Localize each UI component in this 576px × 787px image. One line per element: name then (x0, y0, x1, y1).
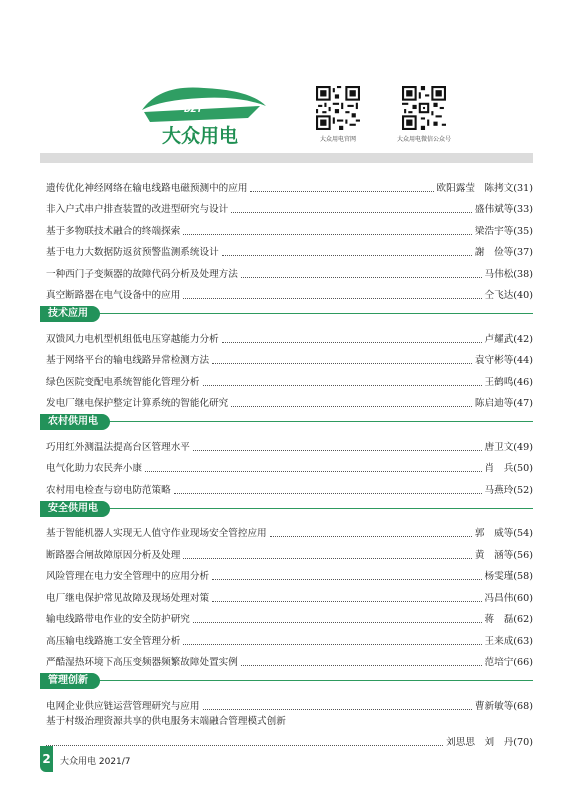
dot-leader (183, 234, 472, 235)
entry-author-page: 唐卫文(49) (484, 441, 533, 453)
entry-author-page: 王来成(63) (484, 635, 533, 647)
toc-entry[interactable] (46, 238, 533, 260)
page-number: 2 (40, 746, 53, 772)
section-tab: 技术应用 (40, 306, 100, 322)
toc-entry[interactable] (46, 324, 533, 346)
toc-entry[interactable] (46, 540, 533, 562)
entry-title: 电气化助力农民奔小康 (46, 463, 142, 474)
table-of-contents (46, 173, 533, 749)
entry-title: 基于电力大数据防返贫预警监测系统设计 (46, 247, 219, 258)
toc-entry[interactable] (46, 691, 533, 713)
section-header-rural-power (46, 410, 533, 432)
entry-author-page: 肖 兵(50) (484, 463, 533, 474)
section-rule (40, 421, 533, 422)
section-rule (40, 313, 533, 314)
qr-code-wechat[interactable] (402, 86, 446, 130)
entry-title: 遗传优化神经网络在输电线路电磁预测中的应用 (46, 182, 248, 194)
entry-title: 一种西门子变频器的故障代码分析及处理方法 (46, 268, 238, 280)
section-tab: 安全供用电 (40, 501, 110, 517)
toc-entry[interactable] (46, 583, 533, 605)
toc-entry[interactable] (46, 475, 533, 497)
entry-title: 电厂继电保护常见故障及现场处理对策 (46, 592, 210, 604)
dot-leader (203, 709, 472, 710)
entry-title: 基于村级治理资源共享的供电服务末端融合管理模式创新 (46, 715, 286, 727)
toc-entry[interactable] (46, 605, 533, 627)
qr-caption-official-site: 大众用电官网 (319, 136, 356, 143)
dot-leader (183, 298, 481, 299)
entry-author-page: 盛伟斌等(33) (474, 204, 533, 215)
entry-author-page: 陈启迪等(47) (474, 398, 533, 409)
toc-entry[interactable] (46, 367, 533, 389)
toc-entry[interactable] (46, 519, 533, 541)
toc-entry[interactable] (46, 562, 533, 584)
toc-entry[interactable] (46, 389, 533, 411)
entry-title: 基于智能机器人实现无人值守作业现场安全管控应用 (46, 528, 267, 539)
section-header-safety (46, 497, 533, 519)
entry-title: 严酷湿热环境下高压变频器频繁故障处置实例 (46, 657, 238, 668)
dot-leader (145, 471, 482, 472)
dot-leader (193, 450, 482, 451)
dot-leader (250, 191, 433, 192)
section-header-tech-application (46, 302, 533, 324)
divider-bar (40, 153, 533, 163)
entry-author-page: 曹新敏等(68) (474, 700, 533, 712)
entry-second-line (46, 731, 533, 749)
entry-title: 真空断路器在电气设备中的应用 (46, 290, 181, 301)
dot-leader (222, 255, 472, 256)
entry-title: 风险管理在电力安全管理中的应用分析 (46, 571, 210, 582)
toc-entry[interactable] (46, 713, 533, 749)
toc-group-continued (46, 173, 533, 302)
dot-leader (212, 601, 481, 602)
dot-leader (241, 277, 482, 278)
entry-title: 基于多物联技术融合的终端探索 (46, 225, 181, 237)
section-rule (40, 680, 533, 681)
section-tab: 农村供用电 (40, 414, 110, 430)
dot-leader (212, 579, 481, 580)
entry-author-page: 王鹤鸣(46) (484, 376, 533, 388)
section-header-management (46, 669, 533, 691)
entry-author-page: 马燕玲(52) (484, 484, 533, 496)
toc-entry[interactable] (46, 195, 533, 217)
entry-author-page: 梁浩宇等(35) (474, 225, 533, 237)
logo (140, 82, 270, 146)
entry-author-page: 袁守彬等(44) (474, 355, 533, 366)
journal-issue: 大众用电 2021/7 (60, 757, 131, 767)
dot-leader (212, 363, 472, 364)
dot-leader (222, 342, 482, 343)
page-header (0, 0, 576, 150)
toc-entry[interactable] (46, 346, 533, 368)
entry-title: 电网企业供应链运营管理研究与应用 (46, 700, 200, 712)
entry-title: 巧用红外测温法提高台区管理水平 (46, 441, 190, 453)
entry-title: 高压输电线路施工安全管理分析 (46, 635, 181, 647)
entry-author-page: 蒋 磊(62) (484, 614, 533, 625)
entry-author-page: 黄 涵等(56) (474, 549, 533, 561)
toc-entry[interactable] (46, 281, 533, 303)
entry-author-page: 卢耀武(42) (484, 333, 533, 345)
toc-entry[interactable] (46, 259, 533, 281)
entry-author-page: 杨雯瑾(58) (484, 571, 533, 582)
dot-leader (46, 745, 443, 746)
logo-mark: DZY (184, 105, 203, 114)
dot-leader (183, 644, 481, 645)
toc-entry[interactable] (46, 173, 533, 195)
entry-author-page: 范培宁(66) (484, 657, 533, 668)
entry-title: 双馈风力电机型机组低电压穿越能力分析 (46, 333, 219, 345)
entry-title: 基于网络平台的输电线路异常检测方法 (46, 355, 210, 366)
dot-leader (231, 406, 472, 407)
entry-author-page: 冯昌伟(60) (484, 592, 533, 604)
entry-title: 农村用电检查与窃电防范策略 (46, 484, 171, 496)
entry-title: 断路器合闸故障原因分析及处理 (46, 549, 181, 561)
dot-leader (183, 558, 472, 559)
entry-author-page: 郭 威等(54) (474, 528, 533, 539)
entry-author-page: 仝飞达(40) (484, 290, 533, 301)
dot-leader (193, 622, 482, 623)
toc-entry[interactable] (46, 432, 533, 454)
dot-leader (203, 385, 482, 386)
qr-caption-wechat: 大众用电微信公众号 (396, 136, 451, 143)
entry-title: 绿色医院变配电系统智能化管理分析 (46, 376, 200, 388)
entry-title: 发电厂继电保护整定计算系统的智能化研究 (46, 398, 229, 409)
entry-author-page: 謝 俭等(37) (474, 247, 533, 258)
entry-author-page: 马伟松(38) (484, 268, 533, 280)
toc-entry[interactable] (46, 626, 533, 648)
toc-entry[interactable] (46, 454, 533, 476)
logo-name: 大众用电 (162, 125, 239, 146)
toc-entry[interactable] (46, 648, 533, 670)
qr-code-official-site[interactable] (316, 86, 360, 130)
entry-title: 输电线路带电作业的安全防护研究 (46, 614, 190, 625)
dot-leader (231, 212, 472, 213)
dot-leader (241, 665, 482, 666)
dot-leader (270, 536, 472, 537)
entry-title: 非入户式串户排查装置的改进型研究与设计 (46, 204, 229, 215)
dot-leader (174, 493, 482, 494)
section-tab: 管理创新 (40, 673, 100, 689)
entry-author-page: 欧阳露莹 陈拷文(31) (436, 182, 533, 194)
entry-author-page: 刘思思 刘 丹(70) (446, 736, 533, 748)
section-rule (40, 508, 533, 509)
toc-entry[interactable] (46, 216, 533, 238)
